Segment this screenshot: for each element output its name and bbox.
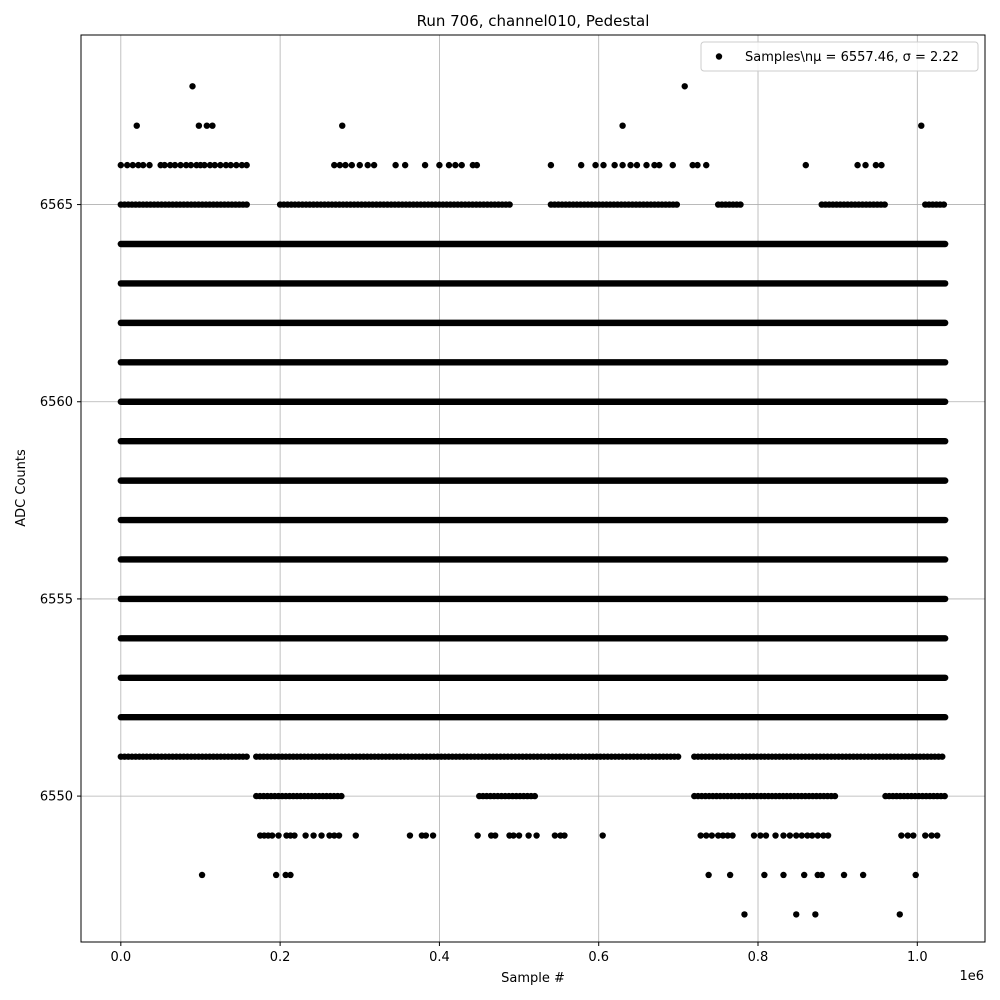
data-point [860,872,866,878]
data-point [643,162,649,168]
data-point [772,832,778,838]
x-tick-label: 0.4 [429,950,450,965]
legend [701,42,978,71]
data-point [799,832,805,838]
data-point [459,162,465,168]
data-point [694,162,700,168]
data-point [815,832,821,838]
data-point [269,832,275,838]
data-point [910,832,916,838]
data-point [146,162,152,168]
data-point [228,162,234,168]
data-point [793,832,799,838]
x-tick-label: 1.0 [906,950,928,965]
data-point [780,872,786,878]
data-point [905,832,911,838]
data-point [423,832,429,838]
y-tick-label: 6565 [39,198,73,214]
data-point [365,162,371,168]
data-point [787,832,793,838]
data-point [516,832,522,838]
data-point [803,162,809,168]
x-axis-offset-label: 1e6 [959,969,984,984]
x-tick-label: 0.2 [269,950,291,965]
data-point [841,872,847,878]
data-point [751,832,757,838]
data-point [407,832,413,838]
data-point [310,832,316,838]
data-point [349,162,355,168]
data-point [533,832,539,838]
data-point [188,162,194,168]
data-point [134,123,140,129]
data-point [124,162,130,168]
data-point [474,162,480,168]
y-tick-label: 6550 [39,789,73,805]
legend-marker [716,53,722,59]
data-point [578,162,584,168]
data-point [600,162,606,168]
data-point [510,832,516,838]
data-point [331,162,337,168]
data-point [703,832,709,838]
data-point [793,911,799,917]
data-point [619,123,625,129]
data-point [627,162,633,168]
data-point [682,83,688,89]
data-point [670,162,676,168]
data-point [199,872,205,878]
data-point [922,832,928,838]
data-point [452,162,458,168]
x-tick-label: 0.0 [110,950,132,965]
data-point [353,832,359,838]
data-point [402,162,408,168]
data-point [727,872,733,878]
data-point [809,832,815,838]
data-point [656,162,662,168]
data-point [273,872,279,878]
data-point [204,123,210,129]
data-point [934,832,940,838]
data-point [130,162,136,168]
data-point [898,832,904,838]
data-point [177,162,183,168]
x-tick-label: 0.8 [747,950,769,965]
data-point [161,162,167,168]
data-point [172,162,178,168]
data-point [709,832,715,838]
data-point [275,832,281,838]
data-point [780,832,786,838]
data-point [592,162,598,168]
data-point [430,832,436,838]
data-point [873,162,879,168]
x-axis-label: Sample # [501,971,565,986]
data-point [763,832,769,838]
data-point [801,872,807,878]
data-point [525,832,531,838]
data-point [561,832,567,838]
data-point [436,162,442,168]
data-point [287,872,293,878]
y-tick-label: 6560 [39,395,73,411]
data-point [757,832,763,838]
data-point [825,832,831,838]
data-point [357,162,363,168]
data-point [446,162,452,168]
data-point [196,123,202,129]
data-point [302,832,308,838]
data-point [118,162,124,168]
data-point [611,162,617,168]
x-tick-label: 0.6 [588,950,610,965]
data-point [599,832,605,838]
chart-title: Run 706, channel010, Pedestal [416,12,650,30]
data-point [337,162,343,168]
data-point [212,162,218,168]
data-point [552,832,558,838]
data-point [878,162,884,168]
data-point [697,832,703,838]
data-point [705,872,711,878]
data-point [619,162,625,168]
data-point [854,162,860,168]
data-point [336,832,342,838]
data-point [761,872,767,878]
data-point [897,911,903,917]
data-point [703,162,709,168]
data-point [189,83,195,89]
data-point [812,911,818,917]
data-point [339,123,345,129]
data-point [291,832,297,838]
data-point [928,832,934,838]
data-point [634,162,640,168]
data-point [492,832,498,838]
data-point [233,162,239,168]
data-point [918,123,924,129]
data-point [862,162,868,168]
data-point [371,162,377,168]
legend-label: Samples\nμ = 6557.46, σ = 2.22 [745,50,959,65]
data-point [209,123,215,129]
data-point [318,832,324,838]
plot-area [81,35,985,942]
data-point [342,162,348,168]
data-point [548,162,554,168]
data-point [422,162,428,168]
data-point [217,162,223,168]
data-point [201,162,207,168]
data-point [729,832,735,838]
data-point [913,872,919,878]
data-point [474,832,480,838]
data-point [819,872,825,878]
data-point [140,162,146,168]
y-axis-label: ADC Counts [14,449,29,527]
data-point [392,162,398,168]
data-point [243,162,249,168]
y-tick-label: 6555 [39,592,73,608]
data-point [741,911,747,917]
